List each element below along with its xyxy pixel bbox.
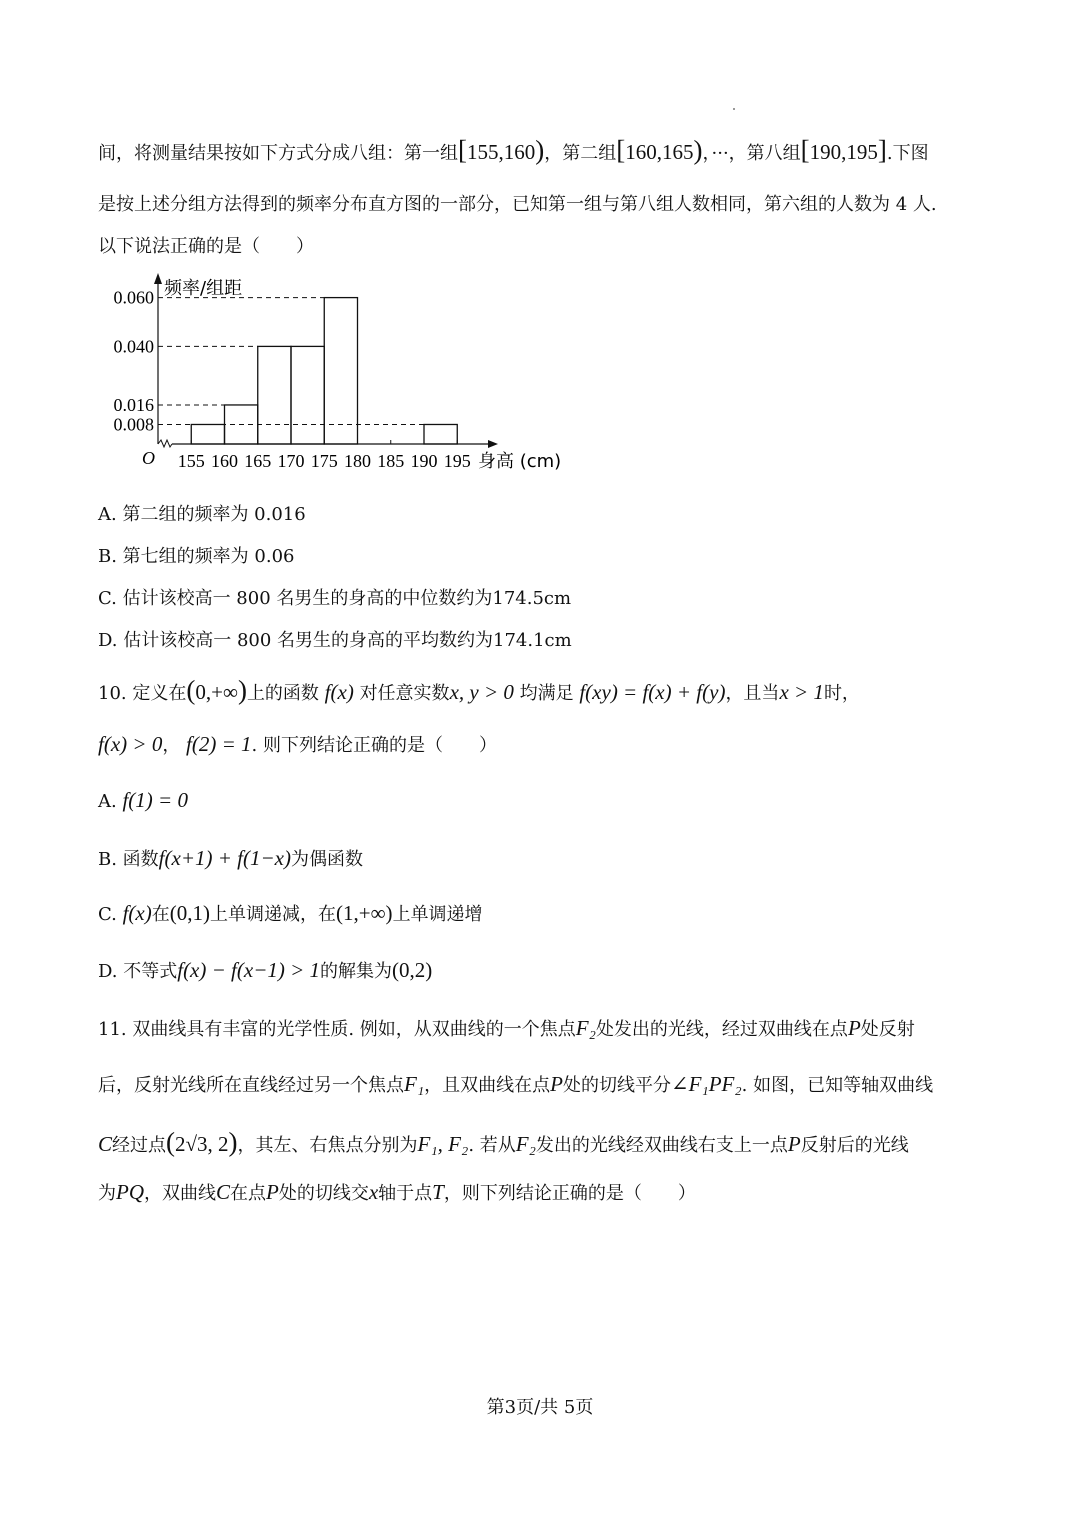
q11-text: 处反射 <box>860 1019 915 1040</box>
option-text: 上单调递增 <box>392 904 483 925</box>
x-axis-label: 身高 (cm) <box>478 451 562 472</box>
bar-170-175 <box>291 346 324 444</box>
q10-text: . 则下列结论正确的是（ ） <box>251 735 497 756</box>
bar-190-195 <box>424 424 457 444</box>
x-tick-label: 165 <box>244 451 272 471</box>
x-tick-label: 175 <box>310 451 338 471</box>
x-tick-label: 155 <box>177 451 205 471</box>
q10-option-b <box>98 845 363 871</box>
q11-math: F₂ <box>575 1016 596 1040</box>
q11-text: ，且双曲线在点 <box>424 1075 551 1096</box>
option-label: A. <box>98 791 117 812</box>
q10-x-cond: x > 1 <box>779 680 824 704</box>
q11-text: 轴于点 <box>378 1183 433 1204</box>
q9-option-a: A. 第二组的频率为 0.016 <box>98 504 306 525</box>
y-axis-arrow <box>154 273 162 284</box>
option-math: f(x) <box>122 901 152 925</box>
q11-math: ∠F₁PF₂ <box>670 1072 742 1096</box>
q10-line-1: 10. 定义在(0,+∞)上的函数 f(x) 对任意实数x, y > 0 均满足 f(xy) = f(x) + f(y)，且当x > 1时， <box>98 675 860 705</box>
q11-text: 经过点 <box>112 1135 167 1156</box>
option-text: 在 <box>151 904 170 925</box>
bar-155-160 <box>191 424 224 444</box>
q11-math: P <box>847 1016 861 1040</box>
q10-functional-equation: f(xy) = f(x) + f(y) <box>579 680 726 704</box>
q11-math: C <box>98 1132 113 1156</box>
q11-text: 在点 <box>230 1183 267 1204</box>
option-text: 的解集为 <box>320 961 393 982</box>
q11-text: . 若从 <box>468 1135 516 1156</box>
bar-165-170 <box>258 346 291 444</box>
frequency-histogram <box>100 272 570 477</box>
x-tick-label: 195 <box>443 451 471 471</box>
x-tick-label: 185 <box>377 451 405 471</box>
q10-text: ，且当 <box>725 683 780 704</box>
origin-label: O <box>142 448 155 468</box>
q10-option-c <box>98 900 483 926</box>
option-math: (0,1) <box>169 901 210 925</box>
q10-text: 上的函数 <box>246 683 319 704</box>
axis-break <box>158 440 172 447</box>
group-1-interval: 155,160 <box>467 140 536 164</box>
q11-text: 处的切线平分 <box>562 1075 671 1096</box>
option-math: f(x) − f(x−1) > 1 <box>177 958 321 982</box>
group-2-interval: 160,165 <box>625 140 694 164</box>
q11-point: 2√3, 2 <box>175 1132 229 1156</box>
option-math: f(x+1) + f(1−x) <box>158 846 291 870</box>
x-tick-label: 180 <box>344 451 371 471</box>
q11-math: F₁, F₂ <box>417 1132 469 1156</box>
q11-math: F₁ <box>404 1072 425 1096</box>
scan-dot <box>733 108 735 110</box>
q10-domain: 0,+∞ <box>195 680 238 704</box>
q11-line-3: C经过点(2√3, 2)，其左、右焦点分别为F₁, F₂. 若从F₂发出的光线经双曲线右支上一点P反射后的光线 <box>98 1127 909 1157</box>
option-text: 为偶函数 <box>290 849 363 870</box>
intro-line-2: 是按上述分组方法得到的频率分布直方图的一部分，已知第一组与第八组人数相同，第六组的人数为 4 人. <box>98 194 937 215</box>
y-tick-label: 0.016 <box>113 394 154 415</box>
q11-math: T <box>432 1180 444 1204</box>
q11-math: C <box>216 1180 231 1204</box>
q11-math: PQ <box>116 1180 144 1204</box>
q11-line-4 <box>98 1179 696 1205</box>
q10-text: 时， <box>823 683 860 704</box>
y-tick-label: 0.040 <box>113 336 154 357</box>
q11-math: P <box>787 1132 801 1156</box>
page-footer: 第3页/共 5页 <box>486 1397 594 1418</box>
x-tick-label: 170 <box>277 451 305 471</box>
intro-tail: .下图 <box>886 143 929 164</box>
q10-xy-cond: x, y > 0 <box>449 680 514 704</box>
y-tick-label: 0.060 <box>113 287 154 308</box>
q11-text: ，双曲线 <box>144 1183 216 1204</box>
q11-text: ，则下列结论正确的是（ ） <box>443 1183 696 1204</box>
intro-line-1: 间，将测量结果按如下方式分成八组：第一组[155,160)，第二组[160,165)，···，第八组[190,195].下图 <box>98 135 929 165</box>
q11-text: 反射后的光线 <box>800 1135 909 1156</box>
group-8-interval: 190,195 <box>809 140 878 164</box>
q10-option-a <box>98 788 188 813</box>
q10-text: ， <box>162 735 181 756</box>
q11-math: P <box>550 1072 563 1096</box>
option-math: (0,2) <box>392 958 433 982</box>
q10-number: 10. 定义在 <box>98 683 187 704</box>
y-tick-label: 0.008 <box>113 414 154 435</box>
q11-math: F₂ <box>515 1132 536 1156</box>
q11-text: 后，反射光线所在直线经过另一个焦点 <box>98 1075 404 1096</box>
q10-text: 均满足 <box>519 683 574 704</box>
q10-f2-value: f(2) = 1 <box>186 732 252 756</box>
q11-text: 处发出的光线，经过双曲线在点 <box>595 1019 848 1040</box>
q10-positive-cond: f(x) > 0 <box>98 732 163 756</box>
q11-text: 处的切线交 <box>278 1183 369 1204</box>
q11-text: 11. 双曲线具有丰富的光学性质. 例如，从双曲线的一个焦点 <box>98 1019 576 1040</box>
q9-option-d: D. 估计该校高一 800 名男生的身高的平均数约为174.1cm <box>98 630 572 651</box>
q11-text: ，其左、右焦点分别为 <box>237 1135 418 1156</box>
intro-mid: ，第二组 <box>544 143 617 164</box>
q9-option-c: C. 估计该校高一 800 名男生的身高的中位数约为174.5cm <box>98 588 572 609</box>
q10-option-d <box>98 957 432 983</box>
option-label: B. 函数 <box>98 849 159 870</box>
q11-text: 为 <box>98 1183 116 1204</box>
question-prompt: 以下说法正确的是（ ） <box>98 236 314 257</box>
q11-math: P <box>266 1180 279 1204</box>
q11-text: . 如图，已知等轴双曲线 <box>741 1075 934 1096</box>
x-tick-label: 190 <box>410 451 438 471</box>
q10-fx: f(x) <box>324 680 354 704</box>
q10-line-2 <box>98 731 497 757</box>
q11-line-2 <box>98 1071 933 1097</box>
q11-math: x <box>368 1180 379 1204</box>
q10-text: 对任意实数 <box>359 683 450 704</box>
q9-option-b: B. 第七组的频率为 0.06 <box>98 546 295 567</box>
bar-175-180 <box>324 298 357 444</box>
x-tick-label: 160 <box>211 451 238 471</box>
intro-lead: 间，将测量结果按如下方式分成八组：第一组 <box>98 143 458 164</box>
x-axis-arrow <box>488 440 498 448</box>
intro-ellipsis: ，···，第八组 <box>702 143 801 164</box>
option-text: 上单调递减，在 <box>210 904 336 925</box>
option-label: C. <box>98 904 117 925</box>
option-label: D. 不等式 <box>98 961 178 982</box>
y-axis-label: 频率/组距 <box>164 278 243 299</box>
q11-line-1 <box>98 1015 915 1041</box>
q11-text: 发出的光线经双曲线右支上一点 <box>535 1135 788 1156</box>
option-math: (1,+∞) <box>336 901 393 925</box>
option-math: f(1) = 0 <box>122 788 188 812</box>
